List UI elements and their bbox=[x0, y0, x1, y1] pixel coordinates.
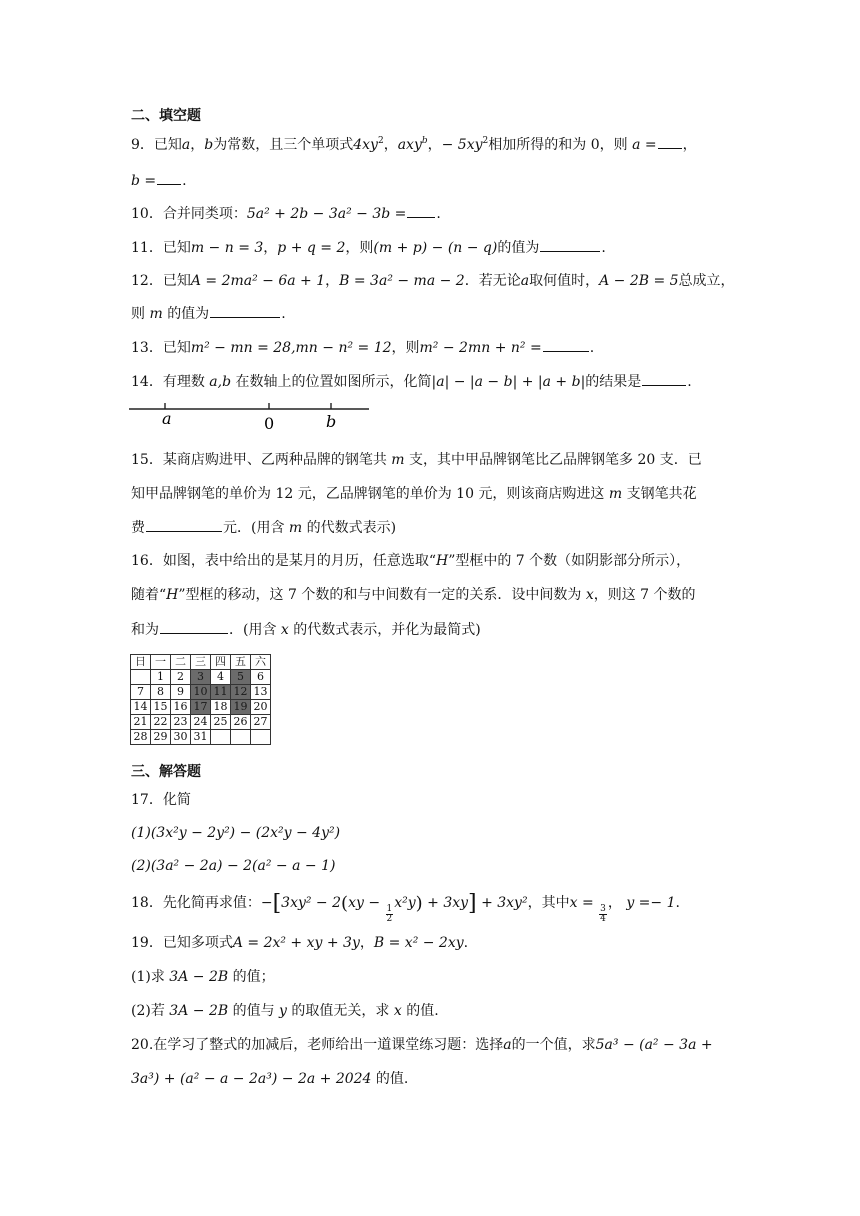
question-12-line-2 bbox=[131, 303, 286, 324]
text: 费 bbox=[131, 520, 145, 536]
question-12-line-1 bbox=[131, 271, 735, 291]
calendar-weekday: 日 bbox=[131, 655, 151, 670]
calendar-day-cell: 1 bbox=[151, 670, 171, 685]
math-expr: m − n = 3 bbox=[190, 240, 264, 256]
question-13 bbox=[131, 337, 594, 358]
math-var: b bbox=[204, 137, 214, 153]
text: 和为 bbox=[131, 622, 159, 638]
question-number: 18． bbox=[131, 895, 163, 911]
calendar-weekday: 六 bbox=[251, 655, 271, 670]
math-expr: 5a² + 2b − 3a² − 3b = bbox=[246, 206, 407, 222]
question-16-line-3 bbox=[131, 619, 481, 640]
question-9-line-1 bbox=[131, 134, 697, 155]
text: . bbox=[589, 340, 595, 356]
text: (2)若 bbox=[131, 1003, 165, 1019]
math-expr: x = bbox=[569, 895, 594, 911]
text: ．(用含 bbox=[229, 622, 277, 638]
calendar-day-cell: 28 bbox=[131, 730, 151, 745]
question-number: 17． bbox=[131, 792, 163, 808]
text: ， bbox=[682, 137, 697, 153]
calendar-weekday: 四 bbox=[211, 655, 231, 670]
question-18 bbox=[131, 893, 680, 924]
text: ， bbox=[263, 240, 278, 256]
paren: ( bbox=[341, 893, 349, 914]
text: 已知 bbox=[153, 137, 182, 153]
text: ”型框的移动，这 7 个数的和与中间数有一定的关系．设中间数为 bbox=[178, 587, 582, 603]
calendar-week-row bbox=[131, 670, 271, 685]
math-sign: − bbox=[260, 895, 273, 911]
exponent: 2 bbox=[482, 136, 489, 146]
text: 的值. bbox=[375, 1071, 409, 1087]
question-11 bbox=[131, 237, 606, 258]
math-var: m bbox=[391, 452, 405, 468]
text: ，其中 bbox=[527, 895, 570, 911]
math-var: x bbox=[585, 587, 594, 603]
calendar-day-cell: 12 bbox=[231, 685, 251, 700]
paren: ) bbox=[415, 893, 423, 914]
text: 支钢笔共花 bbox=[626, 486, 697, 502]
answer-blank[interactable] bbox=[543, 337, 589, 352]
question-17 bbox=[131, 790, 191, 810]
question-number: 14． bbox=[131, 374, 163, 390]
fraction-half bbox=[386, 905, 394, 924]
calendar-week-row bbox=[131, 685, 271, 700]
calendar-day-cell: 6 bbox=[251, 670, 271, 685]
math-expr: A − 2B = 5 bbox=[599, 273, 679, 289]
text: 已知 bbox=[162, 240, 191, 256]
math-expr: m² − 2mn + n² = bbox=[419, 340, 542, 356]
math-var: a bbox=[181, 137, 191, 153]
question-number: 19． bbox=[131, 935, 163, 951]
text: 元．(用含 bbox=[223, 520, 285, 536]
question-number: 16． bbox=[131, 553, 163, 569]
question-number: 13． bbox=[131, 340, 163, 356]
text: . bbox=[436, 206, 441, 222]
calendar-week-row bbox=[131, 730, 271, 745]
denominator: 2 bbox=[386, 914, 393, 924]
text: 的结果是 bbox=[585, 374, 642, 390]
question-number: 11． bbox=[131, 240, 163, 256]
exponent: b bbox=[421, 136, 428, 146]
math-expr: A = 2ma² − 6a + 1 bbox=[190, 273, 326, 289]
text: ， bbox=[607, 895, 622, 911]
text: 在学习了整式的加减后，老师给出一道课堂练习题：选择 bbox=[153, 1037, 504, 1053]
calendar-day-cell: 15 bbox=[151, 700, 171, 715]
calendar-day-cell: 13 bbox=[251, 685, 271, 700]
calendar-weekday: 一 bbox=[151, 655, 171, 670]
math-var: y bbox=[279, 1003, 287, 1019]
answer-blank[interactable] bbox=[160, 619, 228, 634]
text: 已知 bbox=[162, 340, 191, 356]
text: 相加所得的和为 0，则 bbox=[488, 137, 628, 153]
math-var: H bbox=[435, 553, 449, 569]
calendar-day-cell: 19 bbox=[231, 700, 251, 715]
text: 支，其中甲品牌钢笔比乙品牌钢笔多 20 支．已 bbox=[409, 452, 702, 468]
text: 的一个值，求 bbox=[511, 1037, 596, 1053]
calendar-weekday: 五 bbox=[231, 655, 251, 670]
math-expr: B = x² − 2xy bbox=[373, 935, 464, 951]
calendar-header-row bbox=[131, 655, 271, 670]
calendar-table bbox=[130, 654, 271, 745]
text: 取何值时， bbox=[529, 273, 600, 289]
text: 合并同类项： bbox=[162, 206, 247, 222]
calendar-day-cell: 14 bbox=[131, 700, 151, 715]
math-expr: 3xy² − 2 bbox=[281, 895, 342, 911]
answer-blank[interactable] bbox=[658, 134, 682, 149]
math-var: m bbox=[608, 486, 623, 502]
denominator: 4 bbox=[600, 914, 606, 924]
text: 的代数式表示) bbox=[306, 520, 397, 536]
calendar-day-cell bbox=[231, 730, 251, 745]
calendar-day-cell: 23 bbox=[171, 715, 191, 730]
calendar-day-cell bbox=[131, 670, 151, 685]
math-var: m bbox=[288, 520, 303, 536]
math-expr: A = 2x² + xy + 3y bbox=[232, 935, 360, 951]
math-expr: + 3xy bbox=[422, 895, 469, 911]
calendar-day-cell: 29 bbox=[151, 730, 171, 745]
question-17-part-2: (2)(3a² − 2a) − 2(a² − a − 1) bbox=[131, 858, 336, 874]
math-var: x bbox=[280, 622, 289, 638]
label-a: a bbox=[162, 409, 172, 428]
question-16-line-1 bbox=[131, 551, 690, 571]
text: 有理数 bbox=[162, 374, 205, 390]
math-expr: 5a³ − (a² − 3a + bbox=[595, 1037, 713, 1053]
text: (1)求 bbox=[131, 969, 165, 985]
math-var: m bbox=[149, 306, 163, 322]
text: . bbox=[601, 240, 606, 256]
text: 为常数，且三个单项式 bbox=[213, 137, 354, 153]
text: 已知 bbox=[162, 273, 191, 289]
text: 的值； bbox=[232, 969, 275, 985]
math-var: a bbox=[520, 273, 530, 289]
math-expr: (m + p) − (n − q) bbox=[373, 240, 498, 256]
math-expr: |a| − |a − b| + |a + b| bbox=[431, 374, 586, 390]
fraction-three-quarters bbox=[599, 905, 607, 924]
text: ， bbox=[383, 137, 398, 153]
question-15-line-3 bbox=[131, 517, 396, 538]
calendar-weekday: 二 bbox=[171, 655, 191, 670]
calendar-weekday: 三 bbox=[191, 655, 211, 670]
calendar-day-cell: 7 bbox=[131, 685, 151, 700]
text: 的值为 bbox=[167, 306, 210, 322]
calendar-week-row bbox=[131, 715, 271, 730]
calendar-day-cell: 5 bbox=[231, 670, 251, 685]
question-14 bbox=[131, 371, 692, 392]
text: . bbox=[675, 895, 680, 911]
question-15-line-2 bbox=[131, 484, 697, 504]
math-expr: B = 3a² − ma − 2 bbox=[339, 273, 465, 289]
question-17-part-1: (1)(3x²y − 2y²) − (2x²y − 4y²) bbox=[131, 825, 341, 841]
calendar-day-cell: 21 bbox=[131, 715, 151, 730]
text: . bbox=[463, 935, 469, 951]
question-15-line-1 bbox=[131, 450, 702, 470]
calendar-day-cell: 3 bbox=[191, 670, 211, 685]
question-9-line-2 bbox=[131, 170, 187, 191]
text: ，则 bbox=[345, 240, 374, 256]
calendar-day-cell: 8 bbox=[151, 685, 171, 700]
math-var: H bbox=[166, 587, 179, 603]
text: . bbox=[281, 306, 286, 322]
math-expr: m² − mn = 28,mn − n² = 12 bbox=[190, 340, 392, 356]
question-20-line-1 bbox=[131, 1035, 713, 1055]
question-20-line-2 bbox=[131, 1069, 408, 1089]
text: ，则 bbox=[391, 340, 420, 356]
calendar-day-cell: 17 bbox=[191, 700, 211, 715]
question-number: 20. bbox=[131, 1037, 154, 1053]
answer-blank[interactable] bbox=[642, 371, 686, 386]
math-term: 4xy bbox=[353, 137, 378, 153]
numerator: 1 bbox=[386, 904, 393, 914]
calendar-day-cell bbox=[211, 730, 231, 745]
math-expr: y =− 1 bbox=[626, 895, 676, 911]
text: 的值为 bbox=[497, 240, 540, 256]
calendar-day-cell: 20 bbox=[251, 700, 271, 715]
math-var: a bbox=[503, 1037, 512, 1053]
math-term: − 5xy bbox=[441, 137, 483, 153]
calendar-day-cell: 31 bbox=[191, 730, 211, 745]
number-line-figure bbox=[129, 400, 369, 440]
calendar-day-cell: 26 bbox=[231, 715, 251, 730]
text: ，则这 7 个数的 bbox=[593, 587, 696, 603]
math-term: axy bbox=[397, 137, 422, 153]
calendar-day-cell: 22 bbox=[151, 715, 171, 730]
math-expr: p + q = 2 bbox=[277, 240, 346, 256]
calendar-day-cell: 25 bbox=[211, 715, 231, 730]
math-expr: 3A − 2B bbox=[169, 1003, 229, 1019]
text: 某商店购进甲、乙两种品牌的钢笔共 bbox=[162, 452, 387, 468]
question-16-line-2 bbox=[131, 585, 696, 605]
question-19-part-1 bbox=[131, 967, 275, 987]
bracket: ] bbox=[468, 891, 477, 916]
text: 化简 bbox=[162, 792, 191, 808]
calendar-day-cell: 10 bbox=[191, 685, 211, 700]
answer-blank[interactable] bbox=[407, 203, 435, 218]
question-number: 10． bbox=[131, 206, 163, 222]
calendar-week-row bbox=[131, 700, 271, 715]
text: 知甲品牌钢笔的单价为 12 元，乙品牌钢笔的单价为 10 元，则该商店购进这 bbox=[131, 486, 605, 502]
calendar-day-cell: 30 bbox=[171, 730, 191, 745]
label-b: b bbox=[326, 412, 337, 431]
text: 则 bbox=[131, 306, 145, 322]
math-expr: a = bbox=[632, 137, 657, 153]
text: ， bbox=[190, 137, 205, 153]
text: 已知多项式 bbox=[162, 935, 233, 951]
math-expr: a,b bbox=[209, 374, 232, 390]
section-title-fill-in: 二、填空题 bbox=[131, 108, 201, 124]
bracket: [ bbox=[272, 891, 282, 916]
calendar-day-cell: 16 bbox=[171, 700, 191, 715]
math-expr: 3a³) + (a² − a − 2a³) − 2a + 2024 bbox=[131, 1071, 372, 1087]
math-expr: xy − bbox=[348, 895, 385, 911]
question-19-part-2 bbox=[131, 1001, 439, 1021]
text: 的值与 bbox=[232, 1003, 275, 1019]
question-10 bbox=[131, 203, 441, 224]
calendar-day-cell: 2 bbox=[171, 670, 191, 685]
calendar-day-cell bbox=[251, 730, 271, 745]
calendar-day-cell: 9 bbox=[171, 685, 191, 700]
answer-blank[interactable] bbox=[157, 170, 181, 185]
answer-blank[interactable] bbox=[540, 237, 600, 252]
math-expr: b = bbox=[131, 173, 157, 189]
math-expr: x²y bbox=[394, 895, 416, 911]
calendar-day-cell: 24 bbox=[191, 715, 211, 730]
math-var: x bbox=[393, 1003, 402, 1019]
math-expr: 3A − 2B bbox=[169, 969, 229, 985]
text: . bbox=[182, 173, 187, 189]
answer-blank[interactable] bbox=[210, 303, 280, 318]
text: ．若无论 bbox=[464, 273, 521, 289]
text: . bbox=[687, 374, 692, 390]
question-number: 9． bbox=[131, 137, 154, 153]
text: 在数轴上的位置如图所示，化简 bbox=[235, 374, 432, 390]
calendar-day-cell: 18 bbox=[211, 700, 231, 715]
question-number: 12． bbox=[131, 273, 163, 289]
text: ， bbox=[359, 935, 374, 951]
text: 的值. bbox=[406, 1003, 439, 1019]
exponent: 2 bbox=[377, 136, 384, 146]
text: ， bbox=[325, 273, 340, 289]
text: ， bbox=[427, 137, 442, 153]
calendar-day-cell: 11 bbox=[211, 685, 231, 700]
question-number: 15． bbox=[131, 452, 163, 468]
calendar-day-cell: 4 bbox=[211, 670, 231, 685]
numerator: 3 bbox=[600, 904, 606, 914]
text: 随着“ bbox=[131, 587, 167, 603]
text: 总成立， bbox=[678, 273, 735, 289]
calendar-day-cell: 27 bbox=[251, 715, 271, 730]
question-19 bbox=[131, 933, 468, 953]
text: 的取值无关，求 bbox=[291, 1003, 390, 1019]
text: 如图，表中给出的是某月的月历，任意选取“ bbox=[162, 553, 436, 569]
text: 先化简再求值： bbox=[162, 895, 261, 911]
answer-blank[interactable] bbox=[146, 517, 222, 532]
text: 的代数式表示，并化为最简式) bbox=[293, 622, 481, 638]
math-expr: + 3xy² bbox=[476, 895, 528, 911]
text: ”型框中的 7 个数（如阴影部分所示）， bbox=[448, 553, 691, 569]
section-title-solve: 三、解答题 bbox=[131, 764, 201, 780]
label-zero: 0 bbox=[264, 414, 275, 433]
